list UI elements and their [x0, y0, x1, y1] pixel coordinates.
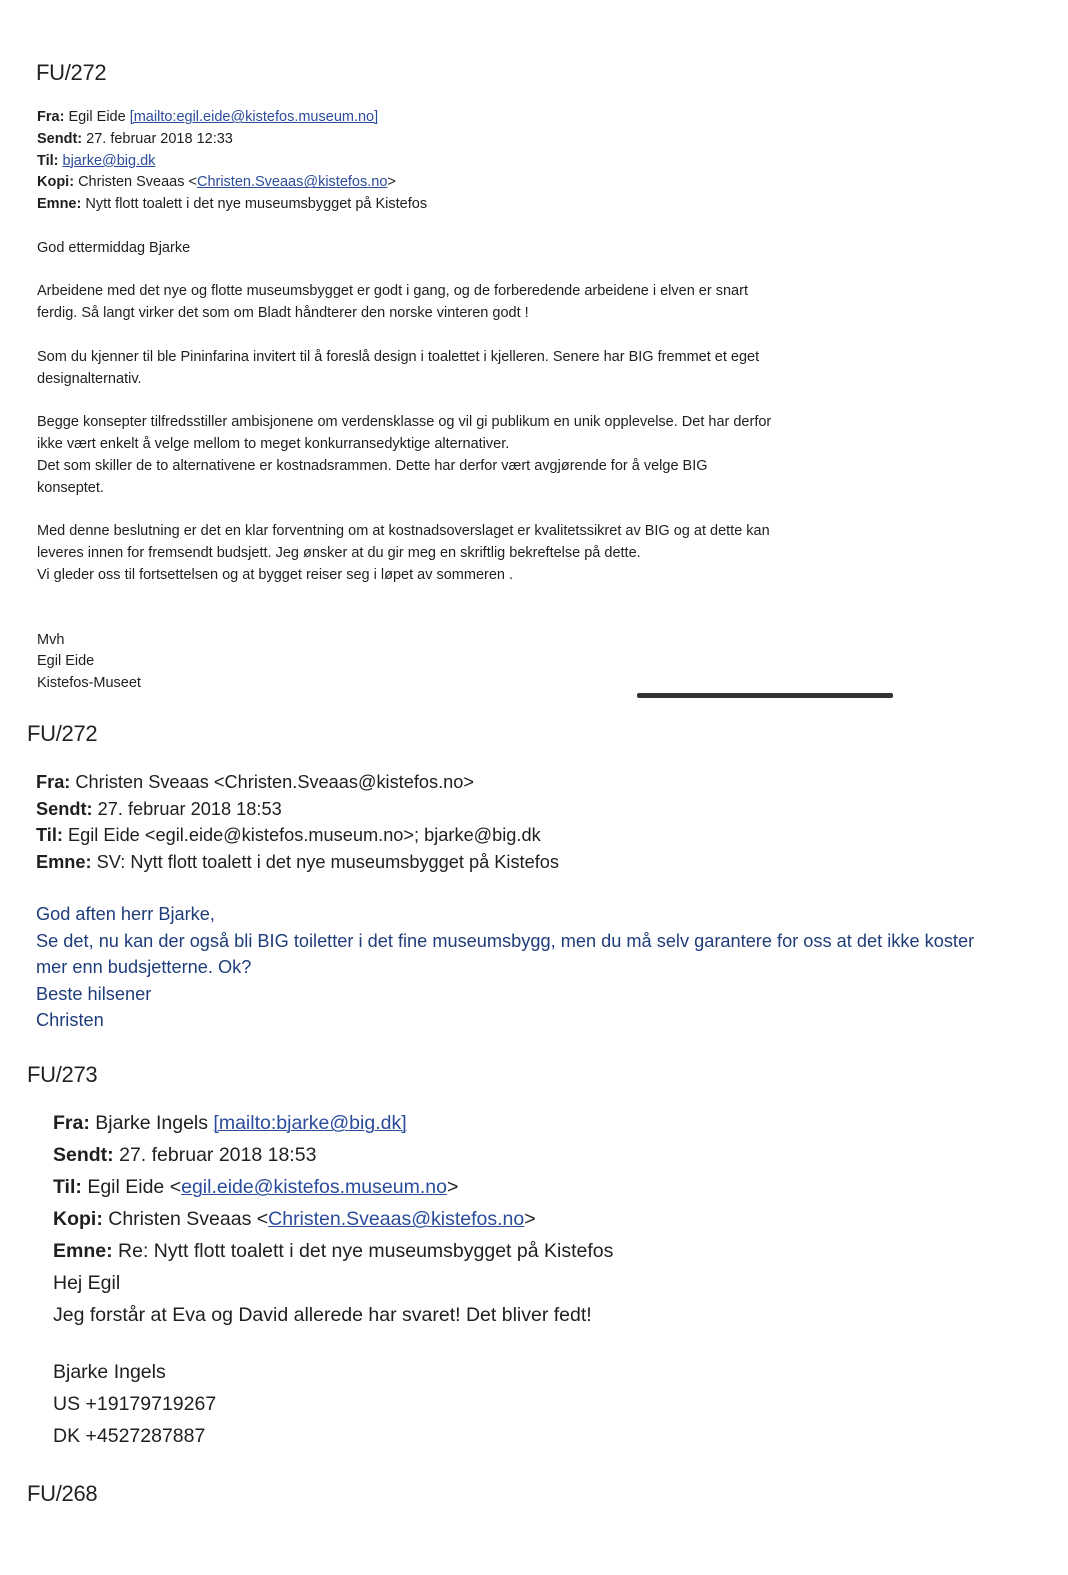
signature-line: Egil Eide: [37, 653, 95, 670]
from-label: Fra:: [53, 1112, 90, 1134]
email-header-sent: [53, 1139, 613, 1171]
email-header-sent: [36, 796, 559, 823]
body-line: Hej Egil: [53, 1272, 121, 1294]
cc-label: Kopi:: [37, 174, 75, 191]
sent-value: 27. februar 2018 18:53: [97, 798, 282, 819]
email-2-body: [36, 901, 974, 1034]
body-line: mer enn budsjetterne. Ok?: [36, 957, 252, 977]
to-end: >: [446, 1176, 459, 1198]
body-line: Se det, nu kan der også bli BIG toiletter i det fine museumsbygg, men du må selv garantere for oss at det ikke koster: [36, 930, 975, 951]
signature: [37, 630, 771, 695]
body-line: God aften herr Bjarke,: [36, 904, 215, 924]
paragraph: [37, 281, 771, 325]
email-3: [53, 1107, 613, 1331]
sent-label: Sendt:: [53, 1144, 114, 1166]
email-2: [36, 769, 559, 875]
signature-line: Mvh: [37, 631, 65, 648]
reference-label: FU/272: [36, 60, 107, 85]
email-header-subject: [37, 194, 771, 216]
signature-line: DK +4527287887: [53, 1425, 206, 1447]
email-header-subject: [36, 849, 559, 876]
signature-line: US +19179719267: [53, 1393, 217, 1415]
to-email-link[interactable]: bjarke@big.dk: [62, 152, 156, 169]
from-name: Egil Eide: [68, 109, 126, 125]
paragraph-line: konseptet.: [37, 479, 104, 496]
body-line: Beste hilsener: [36, 983, 152, 1004]
signature-line: Bjarke Ingels: [53, 1361, 166, 1383]
to-value: Egil Eide <egil.eide@kistefos.museum.no>; bjarke@big.dk: [68, 825, 541, 845]
cc-email-link[interactable]: Christen.Sveaas@kistefos.no: [196, 174, 388, 191]
email-header-cc: [53, 1203, 613, 1235]
paragraph-line: Arbeidene med det nye og flotte museumsbygget er godt i gang, og de forberedende arbeidene i elven er snart: [37, 283, 748, 300]
cc-email-link[interactable]: Christen.Sveaas@kistefos.no: [268, 1208, 525, 1230]
to-name: Egil Eide <: [87, 1176, 182, 1198]
email-header-from: [36, 769, 559, 796]
from-mailto-link[interactable]: [mailto:bjarke@big.dk]: [213, 1112, 407, 1134]
from-name: Bjarke Ingels: [95, 1112, 208, 1134]
subject-label: Emne:: [53, 1240, 113, 1262]
sent-label: Sendt:: [36, 798, 93, 819]
sent-value: 27. februar 2018 18:53: [119, 1144, 317, 1166]
greeting: God ettermiddag Bjarke: [37, 239, 191, 256]
cc-name: Christen Sveaas <: [108, 1208, 269, 1230]
from-value: Christen Sveaas <Christen.Sveaas@kistefos.no>: [75, 772, 475, 792]
email-1: [37, 107, 771, 695]
email-header-from: [53, 1107, 613, 1139]
paragraph: [37, 347, 771, 391]
sent-label: Sendt:: [37, 130, 83, 147]
email-header-from: [37, 107, 771, 129]
subject-value: Re: Nytt flott toalett i det nye museumsbygget på Kistefos: [118, 1240, 614, 1262]
subject-value: Nytt flott toalett i det nye museumsbygget på Kistefos: [85, 196, 428, 213]
email-header-to: [36, 822, 559, 849]
from-label: Fra:: [37, 109, 65, 125]
paragraph-line: Med denne beslutning er det en klar forventning om at kostnadsoverslaget er kvalitetssikret av BIG og at dette kan: [37, 523, 770, 540]
from-mailto-link[interactable]: [mailto:egil.eide@kistefos.museum.no]: [129, 109, 379, 125]
reference-label: FU/272: [27, 721, 98, 746]
body-line: Jeg forstår at Eva og David allerede har svaret! Det bliver fedt!: [53, 1304, 592, 1326]
paragraph-line: ikke vært enkelt å velge mellom to meget konkurransedyktige alternativer.: [37, 435, 510, 452]
signature-line: Kistefos-Museet: [37, 675, 141, 692]
cc-name: Christen Sveaas <: [78, 174, 197, 191]
paragraph-line: Det som skiller de to alternativene er kostnadsrammen. Dette har derfor vært avgjørende for å velge BIG: [37, 457, 708, 474]
cc-label: Kopi:: [53, 1208, 103, 1230]
to-label: Til:: [36, 825, 63, 845]
email-header-cc: [37, 172, 771, 194]
email-header-to: [37, 151, 771, 173]
redaction-bar: [637, 693, 893, 698]
paragraph: [37, 521, 771, 586]
cc-end: >: [524, 1208, 536, 1230]
paragraph-line: ferdig. Så langt virker det som om Bladt håndterer den norske vinteren godt !: [37, 305, 529, 322]
paragraph-line: Begge konsepter tilfredsstiller ambisjonene om verdensklasse og vil gi publikum en unik opplevelse. Det har derfor: [37, 414, 772, 431]
email-header-subject: [53, 1235, 613, 1267]
paragraph-line: Som du kjenner til ble Pininfarina invitert til å foreslå design i toalettet i kjelleren. Senere har BIG fremmet et eget: [37, 348, 760, 365]
email-header-sent: [37, 129, 771, 151]
paragraph-line: leveres innen for fremsendt budsjett. Jeg ønsker at du gir meg en skriftlig bekreftelse på dette.: [37, 544, 641, 561]
paragraph: [37, 412, 771, 499]
from-label: Fra:: [36, 772, 71, 792]
paragraph-line: Vi gleder oss til fortsettelsen og at bygget reiser seg i løpet av sommeren .: [37, 566, 514, 583]
reference-label: FU/273: [27, 1062, 98, 1087]
paragraph-line: designalternativ.: [37, 370, 142, 387]
reference-label: FU/268: [27, 1481, 98, 1506]
to-label: Til:: [53, 1176, 82, 1198]
email-header-to: [53, 1171, 613, 1203]
cc-end: >: [387, 174, 396, 191]
subject-value: SV: Nytt flott toalett i det nye museumsbygget på Kistefos: [96, 851, 559, 872]
subject-label: Emne:: [36, 851, 92, 872]
sent-value: 27. februar 2018 12:33: [86, 130, 233, 147]
to-email-link[interactable]: egil.eide@kistefos.museum.no: [181, 1176, 447, 1198]
email-3-signature: [53, 1356, 216, 1452]
body-line: Christen: [36, 1010, 104, 1030]
subject-label: Emne:: [37, 196, 82, 213]
to-label: Til:: [37, 152, 59, 169]
